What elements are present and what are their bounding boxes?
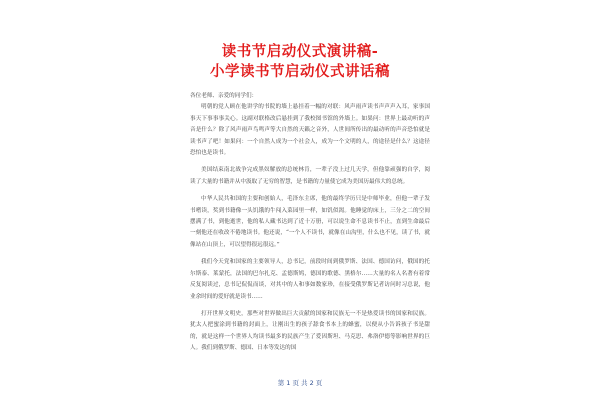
paragraph: 打开世界文明史，那些对世界做出巨大贡献的国家和民族无一不是热爱读书的国家和民族。犹太人把蜜涂到书籍的封面上，让刚出生的孩子舔食书本上的蜂蜜，以便从小告诉孩子书是甜的，就是这样一个世界人均读书最多的民族产生了爱因斯坦、马克思、弗洛伊德等影响世界的巨人。我们到俄罗斯、德国、日本等发达的国 xyxy=(190,310,430,352)
page-indicator: 第 1 页 共 2 页 xyxy=(277,379,323,387)
speech-body xyxy=(190,91,430,361)
paragraph: 我们今天党和国家的主要领导人，总书记，前段时间到俄罗斯、法国、德国访问，俄国的托尔斯泰、莱蒙托，法国的巴尔扎克、孟德斯鸠，德国的歌德、黑格尔……大量的名人名著有着常反复阅读过，总书记侃侃而谈，对其中的人和事如数家珍，在接受俄罗斯记者访问时习总说，他业余时间的爱好就是读书…… xyxy=(190,259,430,300)
title-line-1: 读书节启动仪式演讲稿- xyxy=(221,44,379,60)
title-line-2: 小学读书节启动仪式讲话稿 xyxy=(210,64,390,80)
paragraph: 明朝的党人顾在他讲学的书院的墙上悬挂着一幅的对联：风声雨声读书声声声入耳，家事国事天下事事事关心。这副对联格改后悬挂到了我校图书馆的外墙上。如果问：世界上最动听的声音是什么？除了风声雨声鸟鸣声等大自然的天籁之音外，人世间所传出的最动听的声音恐怕就是读书声了吧！如果问：一个自然人成为一个社会人，成为一个文明的人，的途径是什么？这途径恐怕也是读书。 xyxy=(190,104,430,157)
greeting: 各位老师、亲爱的同学们： xyxy=(190,93,258,99)
paragraph: 中华人民共和国的主要和创始人，毛泽东主席，他的最终学历只是中师毕业，但他一辈子发书嗜读，奖到书籍像一头饥饿的牛闯入菜园里一样，如饥似渴。他睡觉的床上，三分之二的空间摆满了书，到他逝世，他的私人藏书达到了近十万册，可以说生命不息读书不止，直到生命最后一刻他还在收改不倦地读书。他还说，“一个人不读书，就像在山沟里，什么也不见，读了书，就像站在山顶上，可以望得很远很远。” xyxy=(190,196,430,248)
paragraph: 美国结束南北战争完成黑奴解放的总统林肯，一辈子没上过几天学，但他靠顽强的自学，阅读了大量的书籍并从中汲取了无穷的智慧，是书籍的力量使它成为美国历最伟大的总统。 xyxy=(190,167,430,185)
